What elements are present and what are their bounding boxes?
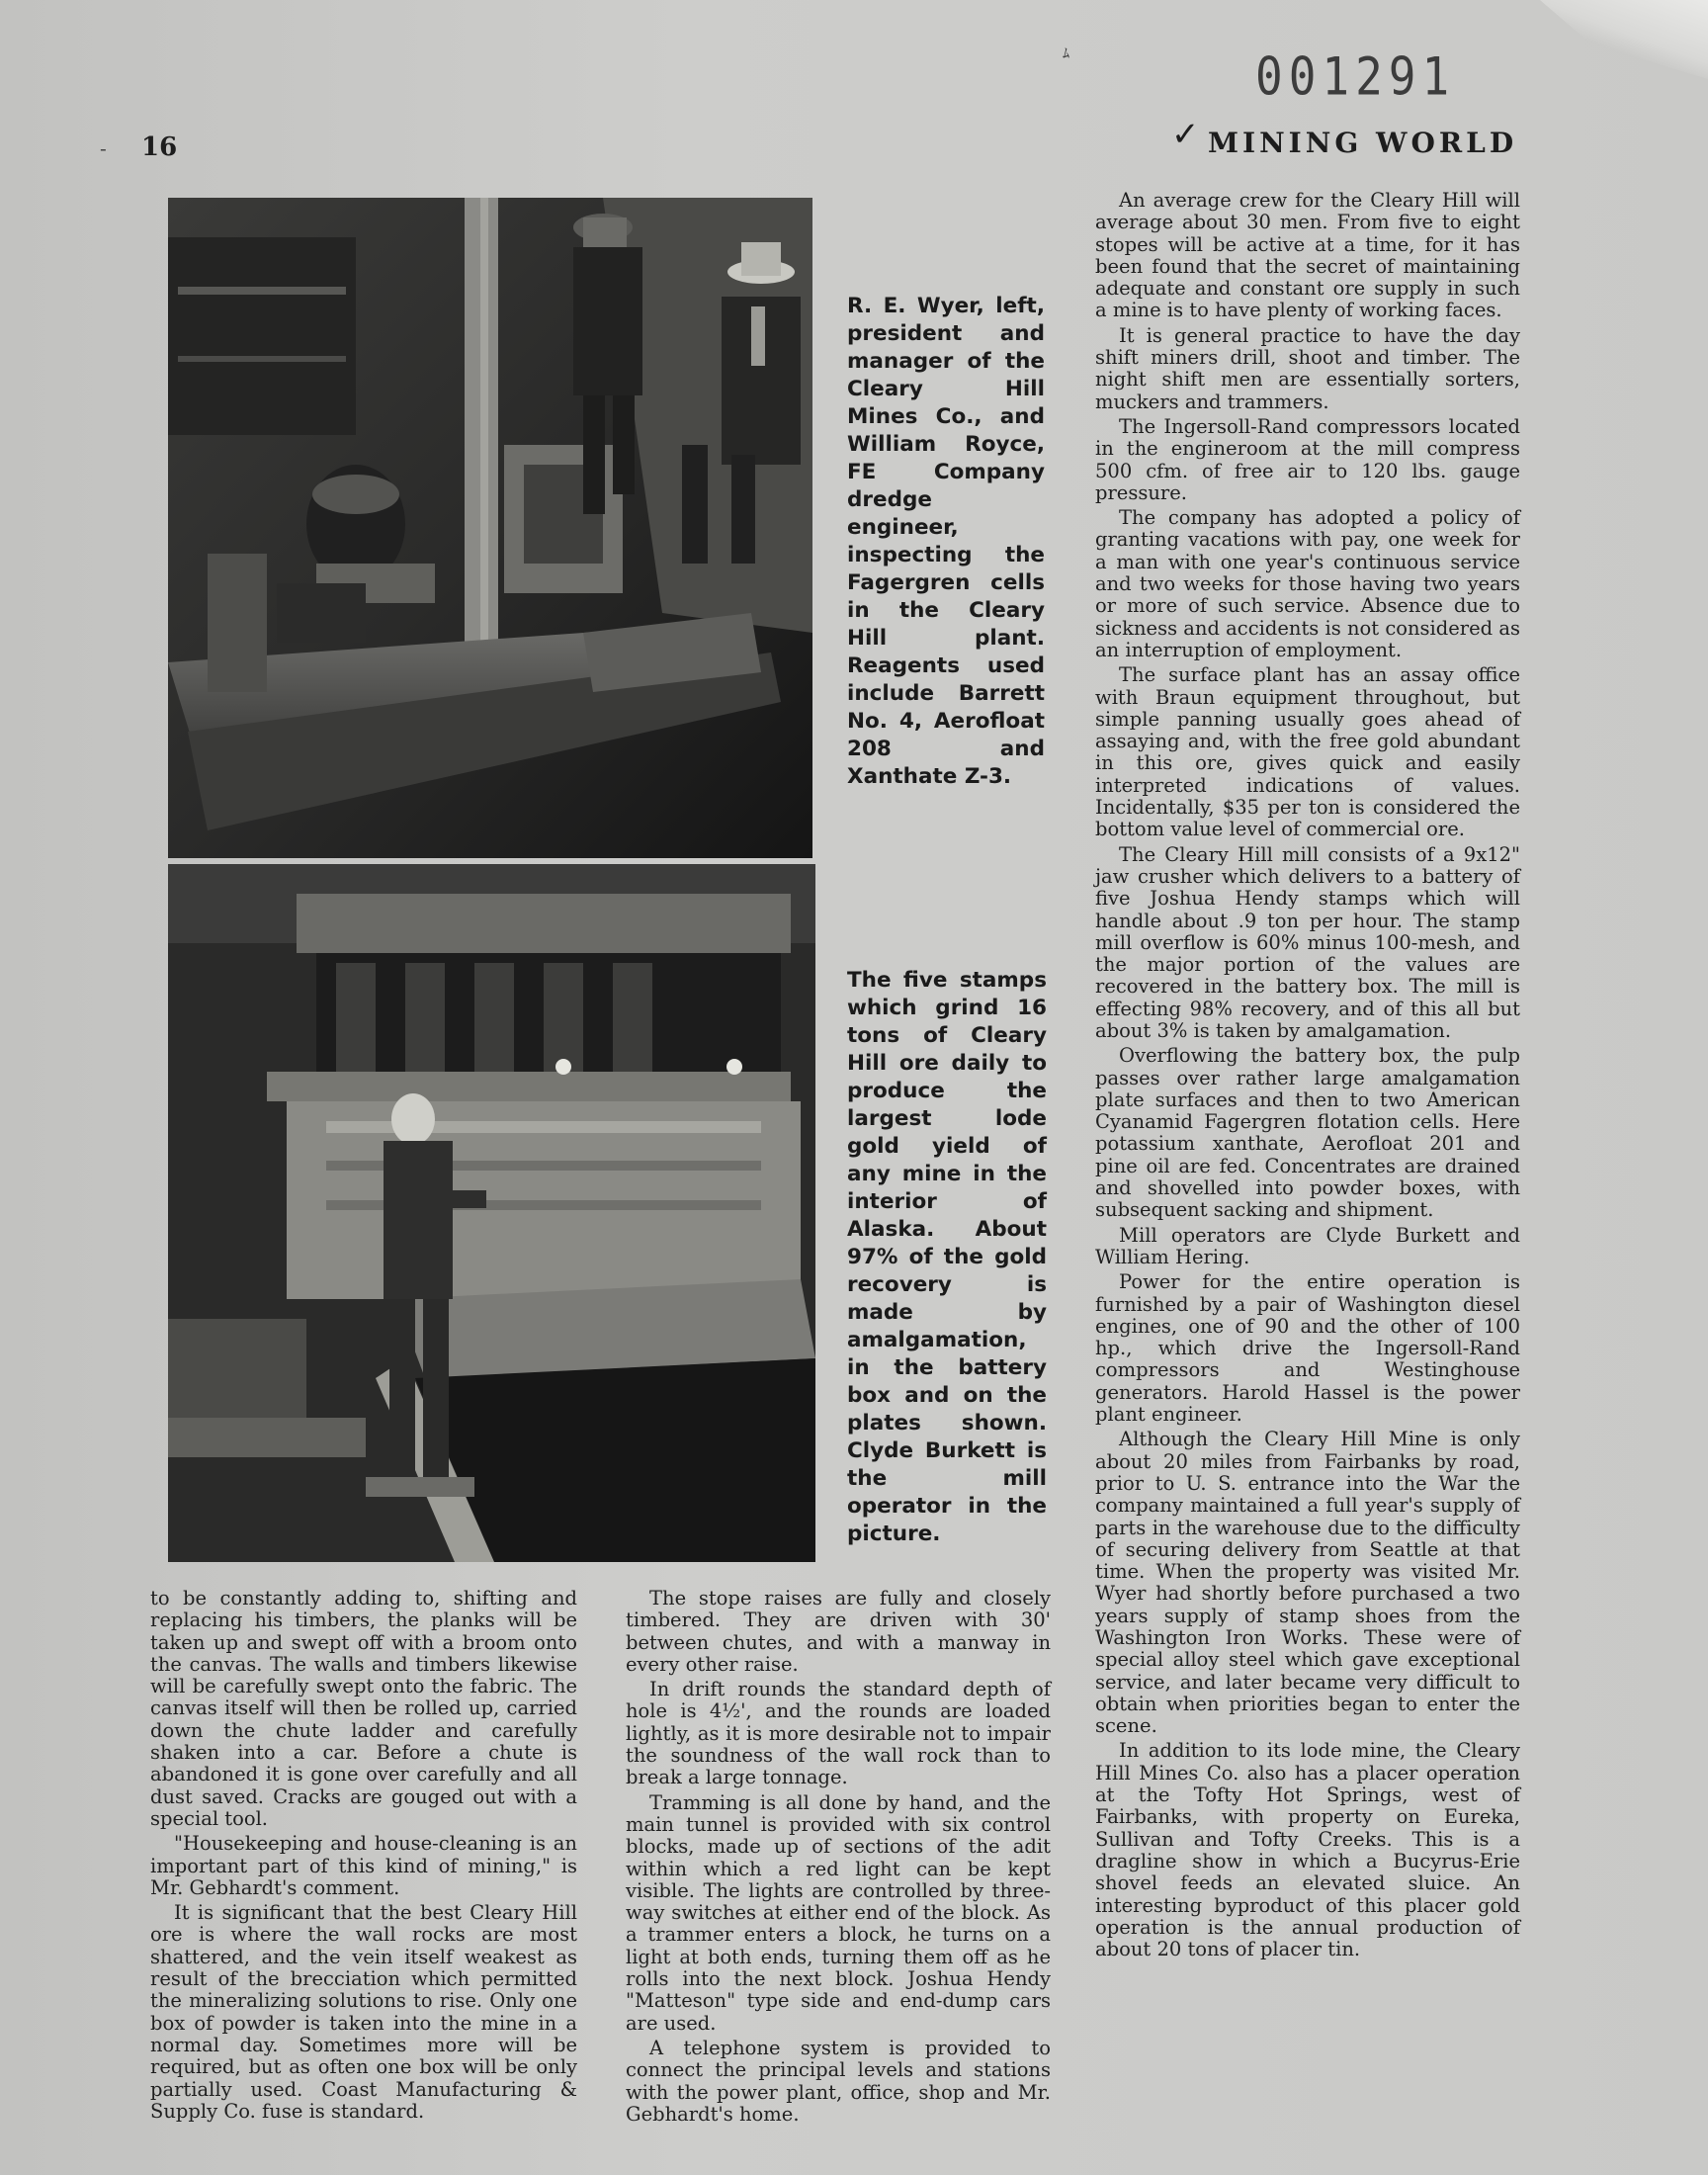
- photo-fagergren-cells-image: [168, 198, 812, 858]
- document-stamp-number: 001291: [1255, 44, 1456, 108]
- margin-mark: ﾑ: [1063, 46, 1069, 62]
- paragraph: Mill operators are Clyde Burkett and William Hering.: [1095, 1223, 1520, 1268]
- check-mark-icon: ✓: [1171, 115, 1200, 154]
- paragraph: The Cleary Hill mill consists of a 9x12" jaw crusher which delivers to a battery of five Joshua Hendy stamps which will handle about .9 ton per hour. The stamp mill overflow is 60% minus 100-mesh, and the major portion of the values are recovered in the battery box. The mill is effecting 98% recovery, and of this all but about 3% is taken by amalgamation.: [1095, 842, 1520, 1042]
- paragraph: The Ingersoll-Rand compressors located in the engineroom at the mill compress 500 cfm. of free air to 120 lbs. gauge pressure.: [1095, 414, 1520, 504]
- torn-corner: [1540, 0, 1708, 79]
- paragraph: Overflowing the battery box, the pulp passes over rather large amalgamation plate surfaces and then to two American Cyanamid Fagergren flotation cells. Here potassium xanthate, Aerofloat 201 and pine oil are fed. Concentrates are drained and shovelled into powder boxes, with subsequent sacking and shipment.: [1095, 1044, 1520, 1222]
- photo-caption-bottom: The five stamps which grind 16 tons of Cleary Hill ore daily to produce the largest lode gold yield of any mine in the interior of Alaska. About 97% of the gold recovery is made by amalgamation, in the battery box and on the plates shown. Clyde Burkett is the mill operator in the picture.: [847, 968, 1047, 1546]
- paragraph: It is general practice to have the day shift miners drill, shoot and timber. The night shift men are essentially sorters, muckers and trammers.: [1095, 323, 1520, 413]
- article-column-right: [1095, 190, 1520, 1963]
- paragraph: The surface plant has an assay office with Braun equipment throughout, but simple panning usually goes ahead of assaying and, with the free gold abundant in this ore, gives quick and easily interpreted indications of values. Incidentally, $35 per ton is considered the bottom value level of commercial ore.: [1095, 663, 1520, 841]
- margin-dash: -: [100, 136, 107, 160]
- paragraph: The company has adopted a policy of granting vacations with pay, one week for a man with one year's continuous service and two weeks for those having two years or more of such service. Absence due to sickness and accidents is not considered as an interruption of employment.: [1095, 506, 1520, 661]
- paragraph: Although the Cleary Hill Mine is only about 20 miles from Fairbanks by road, prior to U. S. entrance into the War the company maintained a full year's supply of parts in the warehouse due to the difficulty of securing delivery from Seattle at that time. When the property was visited Mr. Wyer had shortly before purchased a two years supply of stamp shoes from the Washington Iron Works. These were of special alloy steel which gave exceptional service, and later became very difficult to obtain when priorities began to enter the scene.: [1095, 1428, 1520, 1738]
- photo-fagergren-cells: [168, 198, 812, 858]
- paragraph: to be constantly adding to, shifting and replacing his timbers, the planks will be taken up and swept off with a broom onto the canvas. The walls and timbers likewise will be carefully swept onto the fabric. The canvas itself will then be rolled up, carried down the chute ladder and carefully shaken into a car. Before a chute is abandoned it is gone over carefully and all dust saved. Cracks are gouged out with a special tool.: [150, 1587, 577, 1830]
- paragraph: An average crew for the Cleary Hill will average about 30 men. From five to eight stopes will be active at a time, for it has been found that the secret of maintaining adequate and constant ore supply in such a mine is to have plenty of working faces.: [1095, 189, 1520, 322]
- article-column-bottom-middle: [626, 1588, 1051, 2129]
- paragraph: A telephone system is provided to connect the principal levels and stations with the power plant, office, shop and Mr. Gebhardt's home.: [626, 2036, 1051, 2126]
- article-column-bottom-left: [150, 1588, 577, 2126]
- photo-stamp-mill: [168, 864, 815, 1562]
- publication-title: MINING WORLD: [1208, 127, 1518, 159]
- photo-stamp-mill-image: [168, 864, 815, 1562]
- page-number: 16: [141, 132, 178, 162]
- paragraph: In addition to its lode mine, the Cleary Hill Mines Co. also has a placer operation at the Tofty Hot Springs, west of Fairbanks, with property on Eureka, Sullivan and Tofty Creeks. This is a dragline show in which a Bucyrus-Erie shovel feeds an elevated sluice. An interesting byproduct of this placer gold operation is the annual production of about 20 tons of placer tin.: [1095, 1739, 1520, 1961]
- paragraph: The stope raises are fully and closely timbered. They are driven with 30' between chutes, and with a manway in every other raise.: [626, 1587, 1051, 1676]
- paragraph: "Housekeeping and house-cleaning is an important part of this kind of mining," is Mr. Gebhardt's comment.: [150, 1832, 577, 1899]
- paragraph: It is significant that the best Cleary Hill ore is where the wall rocks are most shattered, and the vein itself weakest as result of the brecciation which permitted the mineralizing solutions to rise. Only one box of powder is taken into the mine in a normal day. Sometimes more will be required, but as often one box will be only partially used. Coast Manufacturing & Supply Co. fuse is standard.: [150, 1901, 577, 2123]
- paragraph: Tramming is all done by hand, and the main tunnel is provided with six control blocks, made up of sections of the adit within which a red light can be kept visible. The lights are controlled by three-way switches at either end of the block. As a trammer enters a block, he turns on a light at both ends, turning them off as he rolls into the next block. Joshua Hendy "Matteson" type side and end-dump cars are used.: [626, 1790, 1051, 2035]
- photo-caption-top: R. E. Wyer, left, president and manager of the Cleary Hill Mines Co., and William Royce, FE Company dredge engineer, inspecting the Fagergren cells in the Cleary Hill plant. Reagents used include Barrett No. 4, Aerofloat 208 and Xanthate Z-3.: [847, 294, 1045, 789]
- paragraph: Power for the entire operation is furnished by a pair of Washington diesel engines, one of 90 and the other of 100 hp., which drive the Ingersoll-Rand compressors and Westinghouse generators. Harold Hassel is the power plant engineer.: [1095, 1270, 1520, 1427]
- paragraph: In drift rounds the standard depth of hole is 4½', and the rounds are loaded lightly, as it is more desirable not to impair the soundness of the wall rock than to break a large tonnage.: [626, 1678, 1051, 1789]
